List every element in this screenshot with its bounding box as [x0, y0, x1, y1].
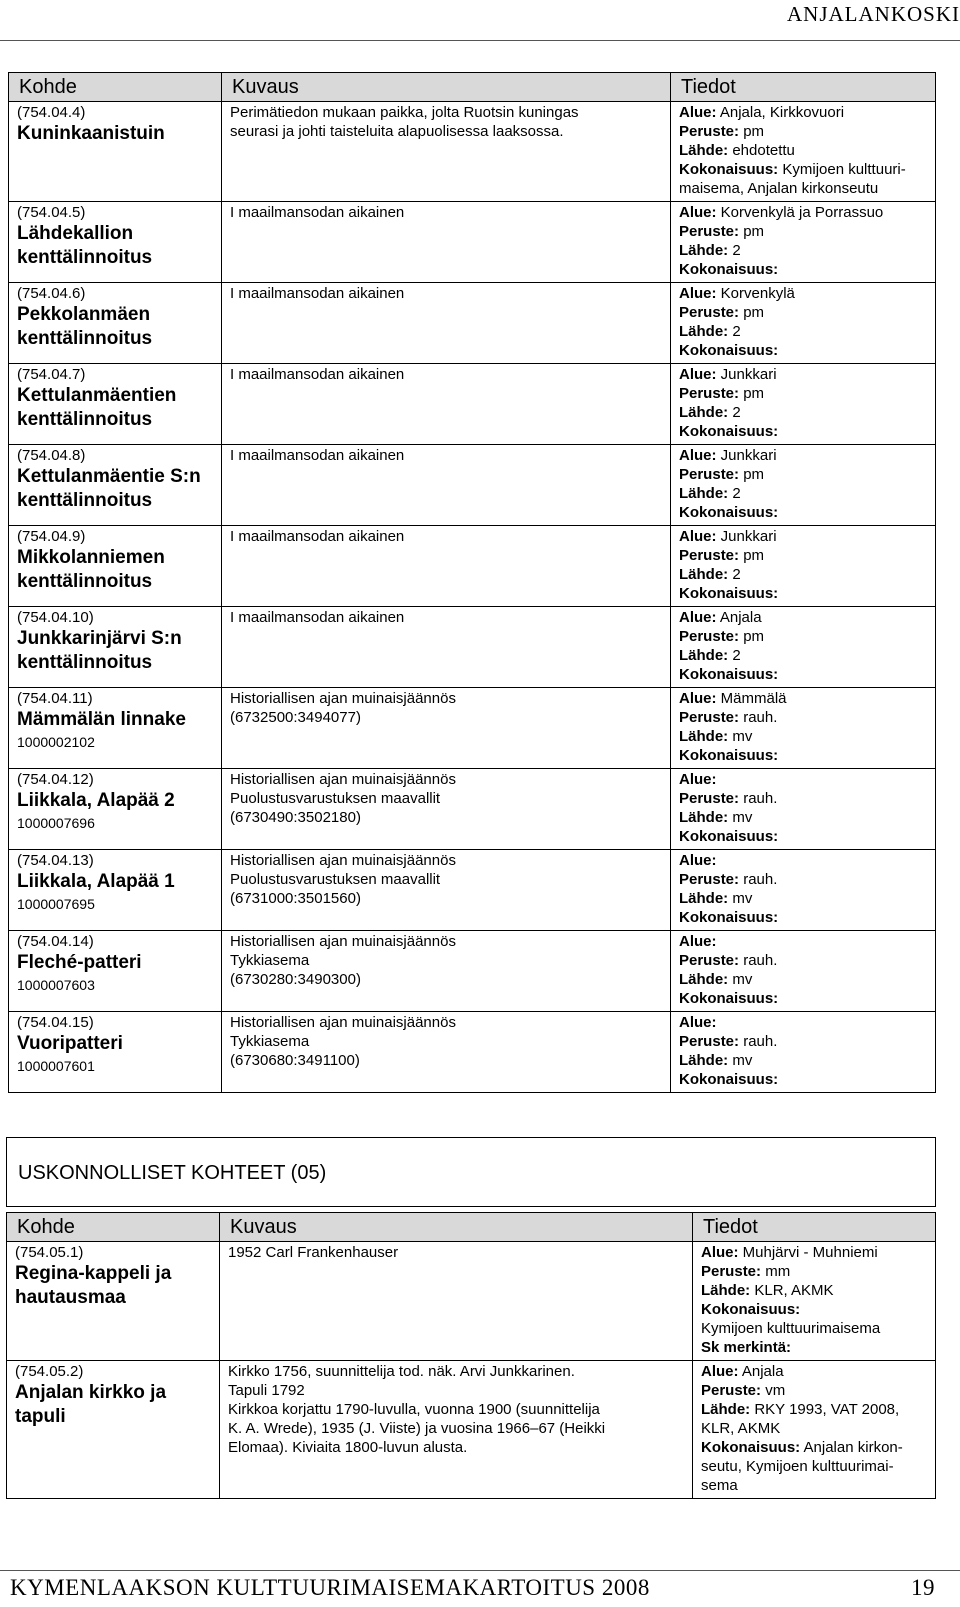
field-peruste [679, 122, 927, 141]
field-peruste-value: rauh. [743, 952, 778, 969]
field-alue-value: Korvenkylä ja Porrassuo [720, 204, 884, 221]
field-alue-label: Alue: [679, 528, 717, 545]
item-code: (754.04.13) [17, 852, 94, 869]
field-lahde-value: 2 [732, 647, 741, 664]
item-name: Liikkala, Alapää 1 [17, 871, 175, 892]
item-code: (754.04.6) [17, 285, 86, 302]
column-header-tiedot: Tiedot [671, 73, 936, 102]
field-peruste [679, 870, 927, 889]
description-line: (6730280:3490300) [230, 971, 361, 988]
table-religious-sites [6, 1212, 936, 1499]
table-header-row [9, 73, 936, 102]
field-lahde-value: mv [732, 728, 753, 745]
cell-kohde [9, 931, 222, 1012]
field-lahde-label: Lähde: [679, 242, 729, 259]
description-line: I maailmansodan aikainen [230, 285, 405, 302]
description-line: seurasi ja johti taisteluita alapuolisessa laaksossa. [230, 123, 564, 140]
field-alue [679, 932, 927, 951]
table-row [9, 850, 936, 931]
field-peruste [679, 384, 927, 403]
field-peruste [701, 1381, 927, 1400]
field-alue-value: Korvenkylä [720, 285, 795, 302]
cell-kohde [9, 607, 222, 688]
item-name: Kuninkaanistuin [17, 123, 165, 144]
item-code: (754.04.10) [17, 609, 94, 626]
field-lahde-label: Lähde: [679, 971, 729, 988]
description-line: Historiallisen ajan muinaisjäännös [230, 1014, 456, 1031]
field-lahde-label: Lähde: [679, 142, 729, 159]
field-peruste-label: Peruste: [679, 466, 740, 483]
field-kokonaisuus-label: Kokonaisuus: [679, 161, 779, 178]
field-lahde-label: Lähde: [701, 1401, 751, 1418]
field-kokonaisuus-label: Kokonaisuus: [679, 423, 779, 440]
field-alue-value: Anjala [719, 609, 762, 626]
field-peruste-value: pm [743, 304, 765, 321]
cell-kohde [9, 283, 222, 364]
table-body [7, 1242, 936, 1499]
cell-kuvaus [222, 526, 671, 607]
item-code: (754.05.1) [15, 1244, 84, 1261]
cell-tiedot [693, 1242, 936, 1361]
cell-kohde [7, 1361, 220, 1499]
field-lahde-label: Lähde: [679, 404, 729, 421]
cell-tiedot [671, 102, 936, 202]
field-lahde [679, 241, 927, 260]
cell-tiedot [671, 445, 936, 526]
cell-kohde [9, 1012, 222, 1093]
field-kokonaisuus-label: Kokonaisuus: [679, 990, 779, 1007]
description-line: Kirkkoa korjattu 1790-luvulla, vuonna 1900 (suunnittelija [228, 1401, 600, 1418]
cell-tiedot [671, 1012, 936, 1093]
column-header-kohde: Kohde [7, 1213, 220, 1242]
field-lahde-label: Lähde: [679, 647, 729, 664]
field-kokonaisuus [679, 665, 927, 684]
field-peruste-value: vm [765, 1382, 786, 1399]
field-kokonaisuus [679, 160, 927, 179]
field-lahde-value: mv [732, 971, 753, 988]
field-kokonaisuus-label: Kokonaisuus: [679, 342, 779, 359]
page-header-title: ANJALANKOSKI [787, 2, 960, 26]
cell-kohde [9, 202, 222, 283]
cell-kohde [9, 850, 222, 931]
item-code: (754.04.12) [17, 771, 94, 788]
field-peruste [679, 303, 927, 322]
field-lahde-value: 2 [732, 242, 741, 259]
column-header-kuvaus: Kuvaus [222, 73, 671, 102]
table-row [9, 364, 936, 445]
field-kokonaisuus-label: Kokonaisuus: [679, 828, 779, 845]
footer-title: KYMENLAAKSON KULTTUURIMAISEMAKARTOITUS 2008 [10, 1575, 650, 1600]
description-line: Perimätiedon mukaan paikka, jolta Ruotsin kuningas [230, 104, 579, 121]
field-peruste [679, 465, 927, 484]
field-peruste [679, 627, 927, 646]
field-kokonaisuus-value: Anjalan kirkon- [803, 1439, 903, 1456]
description-line: I maailmansodan aikainen [230, 528, 405, 545]
description-line: Historiallisen ajan muinaisjäännös [230, 852, 456, 869]
field-alue-value: Junkkari [720, 447, 777, 464]
description-line: Puolustusvarustuksen maavallit [230, 790, 441, 807]
item-code: (754.04.4) [17, 104, 86, 121]
description-line: Tykkiasema [230, 1033, 310, 1050]
field-alue [679, 103, 927, 122]
field-peruste-label: Peruste: [679, 1033, 740, 1050]
cell-tiedot [671, 688, 936, 769]
field-alue-label: Alue: [679, 104, 717, 121]
field-alue-value: Junkkari [720, 366, 777, 383]
field-lahde-label: Lähde: [679, 1052, 729, 1069]
field-lahde [679, 403, 927, 422]
field-alue-value: Mämmälä [720, 690, 787, 707]
field-alue [701, 1243, 927, 1262]
field-lahde [701, 1281, 927, 1300]
cell-tiedot [671, 931, 936, 1012]
field-lahde-value: 2 [732, 485, 741, 502]
field-alue-label: Alue: [679, 609, 717, 626]
cell-kuvaus [222, 931, 671, 1012]
field-lahde [679, 889, 927, 908]
field-peruste-value: mm [765, 1263, 791, 1280]
description-line: Historiallisen ajan muinaisjäännös [230, 933, 456, 950]
field-alue [679, 851, 927, 870]
field-kokonaisuus-label: Kokonaisuus: [679, 504, 779, 521]
field-alue-label: Alue: [679, 447, 717, 464]
field-lahde [679, 970, 927, 989]
field-peruste-label: Peruste: [679, 223, 740, 240]
table-row [9, 202, 936, 283]
field-alue-label: Alue: [679, 204, 717, 221]
cell-kohde [9, 445, 222, 526]
field-peruste [679, 1032, 927, 1051]
field-kokonaisuus [679, 503, 927, 522]
table-row [9, 1012, 936, 1093]
field-lahde-label: Lähde: [679, 323, 729, 340]
field-peruste-value: pm [743, 547, 765, 564]
column-header-kohde: Kohde [9, 73, 222, 102]
table-row [7, 1361, 936, 1499]
cell-tiedot [671, 283, 936, 364]
field-alue-label: Alue: [701, 1363, 739, 1380]
field-kokonaisuus-label: Kokonaisuus: [679, 261, 779, 278]
description-line: Elomaa). Kiviaita 1800-luvun alusta. [228, 1439, 468, 1456]
field-peruste [679, 546, 927, 565]
field-kokonaisuus [679, 584, 927, 603]
table-body [9, 102, 936, 1093]
cell-kuvaus [220, 1361, 693, 1499]
item-name: Fleché-patteri [17, 952, 142, 973]
field-lahde-value: KLR, AKMK [754, 1282, 834, 1299]
cell-kuvaus [222, 769, 671, 850]
field-sk-merkinta-label: Sk merkintä: [701, 1339, 792, 1356]
field-peruste-label: Peruste: [679, 709, 740, 726]
field-peruste-value: pm [743, 466, 765, 483]
field-lahde-label: Lähde: [679, 566, 729, 583]
footer-rule [0, 1570, 960, 1571]
field-peruste-value: rauh. [743, 1033, 778, 1050]
item-code: (754.04.5) [17, 204, 86, 221]
item-code: (754.04.11) [17, 690, 93, 707]
item-code: (754.04.14) [17, 933, 94, 950]
field-lahde-value: mv [732, 890, 753, 907]
item-name: Regina-kappeli ja hautausmaa [15, 1263, 172, 1308]
description-line: I maailmansodan aikainen [230, 447, 405, 464]
description-line: I maailmansodan aikainen [230, 366, 405, 383]
item-code: (754.04.8) [17, 447, 86, 464]
field-lahde-label: Lähde: [679, 728, 729, 745]
field-peruste [679, 708, 927, 727]
field-kokonaisuus [701, 1438, 927, 1457]
field-kokonaisuus-label: Kokonaisuus: [701, 1439, 801, 1456]
field-alue-label: Alue: [701, 1244, 739, 1261]
field-lahde [679, 484, 927, 503]
field-lahde-label: Lähde: [679, 890, 729, 907]
field-peruste-value: pm [743, 385, 765, 402]
column-header-kuvaus: Kuvaus [220, 1213, 693, 1242]
field-alue-label: Alue: [679, 852, 717, 869]
field-kokonaisuus [679, 827, 927, 846]
field-kokonaisuus-label: Kokonaisuus: [679, 585, 779, 602]
item-id: 1000002102 [17, 734, 95, 750]
field-lahde-value: 2 [732, 323, 741, 340]
field-lahde [679, 727, 927, 746]
item-name: Anjalan kirkko ja tapuli [15, 1382, 167, 1427]
table-row [9, 769, 936, 850]
item-name: Junkkarinjärvi S:n kenttälinnoitus [17, 628, 182, 673]
field-alue-label: Alue: [679, 690, 717, 707]
item-id: 1000007695 [17, 896, 95, 912]
description-line: Puolustusvarustuksen maavallit [230, 871, 441, 888]
field-kokonaisuus-cont: sema [701, 1477, 738, 1494]
table-row [9, 688, 936, 769]
field-alue [679, 689, 927, 708]
field-alue [679, 608, 927, 627]
field-kokonaisuus [679, 746, 927, 765]
field-lahde [679, 322, 927, 341]
page-footer [10, 1575, 935, 1601]
item-name: Mämmälän linnake [17, 709, 186, 730]
item-code: (754.05.2) [15, 1363, 84, 1380]
field-kokonaisuus-label: Kokonaisuus: [679, 1071, 779, 1088]
field-alue [679, 365, 927, 384]
field-kokonaisuus [679, 989, 927, 1008]
cell-kohde [9, 769, 222, 850]
cell-kuvaus [222, 607, 671, 688]
field-kokonaisuus-label: Kokonaisuus: [679, 666, 779, 683]
description-line: I maailmansodan aikainen [230, 609, 405, 626]
field-alue [679, 203, 927, 222]
field-alue-value: Muhjärvi - Muhniemi [742, 1244, 878, 1261]
section-title: USKONNOLLISET KOHTEET (05) [18, 1162, 327, 1184]
field-peruste-label: Peruste: [701, 1263, 762, 1280]
field-lahde [701, 1400, 927, 1419]
cell-kuvaus [222, 102, 671, 202]
field-alue-label: Alue: [679, 771, 717, 788]
cell-kohde [9, 102, 222, 202]
field-lahde-value: ehdotettu [732, 142, 795, 159]
field-alue-label: Alue: [679, 366, 717, 383]
cell-kuvaus [222, 445, 671, 526]
field-lahde-value: mv [732, 1052, 753, 1069]
description-line: Tykkiasema [230, 952, 310, 969]
description-line: I maailmansodan aikainen [230, 204, 405, 221]
item-code: (754.04.9) [17, 528, 86, 545]
field-lahde [679, 1051, 927, 1070]
field-kokonaisuus [679, 1070, 927, 1089]
field-lahde-label: Lähde: [679, 809, 729, 826]
field-lahde-label: Lähde: [701, 1282, 751, 1299]
page-number: 19 [911, 1575, 935, 1600]
field-peruste-label: Peruste: [679, 385, 740, 402]
field-alue [679, 1013, 927, 1032]
field-kokonaisuus [679, 341, 927, 360]
field-peruste-label: Peruste: [679, 547, 740, 564]
field-alue [679, 284, 927, 303]
field-peruste [701, 1262, 927, 1281]
cell-kuvaus [222, 202, 671, 283]
cell-tiedot [671, 202, 936, 283]
cell-kohde [9, 688, 222, 769]
description-line: (6730680:3491100) [230, 1052, 360, 1069]
field-kokonaisuus-cont: Kymijoen kulttuurimaisema [701, 1320, 881, 1337]
description-line: Historiallisen ajan muinaisjäännös [230, 690, 456, 707]
cell-tiedot [671, 769, 936, 850]
field-lahde-cont: KLR, AKMK [701, 1420, 781, 1437]
cell-tiedot [693, 1361, 936, 1499]
cell-kuvaus [222, 1012, 671, 1093]
item-name: Vuoripatteri [17, 1033, 123, 1054]
header-rule [0, 40, 960, 41]
field-lahde-value: RKY 1993, VAT 2008, [754, 1401, 900, 1418]
item-name: Kettulanmäentien kenttälinnoitus [17, 385, 177, 430]
field-peruste-label: Peruste: [701, 1382, 762, 1399]
cell-kohde [9, 526, 222, 607]
table-row [9, 931, 936, 1012]
cell-kuvaus [222, 364, 671, 445]
field-peruste-label: Peruste: [679, 952, 740, 969]
table-row [9, 607, 936, 688]
cell-tiedot [671, 607, 936, 688]
field-alue-value: Anjala, Kirkkovuori [719, 104, 845, 121]
field-peruste-value: rauh. [743, 790, 778, 807]
field-kokonaisuus-value: Kymijoen kulttuuri- [782, 161, 906, 178]
field-peruste-value: rauh. [743, 709, 778, 726]
table-row [9, 283, 936, 364]
section-title-box [6, 1137, 936, 1207]
cell-kohde [7, 1242, 220, 1361]
field-lahde-label: Lähde: [679, 485, 729, 502]
field-peruste-label: Peruste: [679, 304, 740, 321]
description-line: (6730490:3502180) [230, 809, 361, 826]
cell-kohde [9, 364, 222, 445]
cell-kuvaus [220, 1242, 693, 1361]
field-lahde-value: 2 [732, 404, 741, 421]
field-lahde [679, 565, 927, 584]
field-peruste [679, 222, 927, 241]
item-code: (754.04.7) [17, 366, 86, 383]
field-alue-value: Junkkari [720, 528, 777, 545]
field-peruste-label: Peruste: [679, 628, 740, 645]
table-row [9, 526, 936, 607]
table-monuments [8, 72, 936, 1093]
item-name: Kettulanmäentie S:n kenttälinnoitus [17, 466, 201, 511]
cell-tiedot [671, 526, 936, 607]
field-lahde [679, 646, 927, 665]
field-peruste-label: Peruste: [679, 123, 740, 140]
field-kokonaisuus [679, 422, 927, 441]
field-alue-label: Alue: [679, 1014, 717, 1031]
field-kokonaisuus-label: Kokonaisuus: [701, 1301, 801, 1318]
field-lahde [679, 808, 927, 827]
table-row [9, 445, 936, 526]
field-alue-label: Alue: [679, 285, 717, 302]
table-header-row [7, 1213, 936, 1242]
field-peruste-value: pm [743, 223, 765, 240]
field-kokonaisuus-cont: maisema, Anjalan kirkonseutu [679, 180, 879, 197]
field-lahde-value: mv [732, 809, 753, 826]
item-id: 1000007603 [17, 977, 95, 993]
item-name: Liikkala, Alapää 2 [17, 790, 175, 811]
field-peruste [679, 951, 927, 970]
cell-kuvaus [222, 850, 671, 931]
field-peruste-label: Peruste: [679, 871, 740, 888]
table-row [9, 102, 936, 202]
field-alue-value: Anjala [741, 1363, 784, 1380]
field-peruste [679, 789, 927, 808]
cell-kuvaus [222, 283, 671, 364]
field-kokonaisuus [679, 908, 927, 927]
field-alue [679, 527, 927, 546]
item-name: Pekkolanmäen kenttälinnoitus [17, 304, 153, 349]
item-name: Lähdekallion kenttälinnoitus [17, 223, 153, 268]
field-lahde [679, 141, 927, 160]
field-kokonaisuus-label: Kokonaisuus: [679, 747, 779, 764]
description-line: Tapuli 1792 [228, 1382, 305, 1399]
column-header-tiedot: Tiedot [693, 1213, 936, 1242]
description-line: Kirkko 1756, suunnittelija tod. näk. Arvi Junkkarinen. [228, 1363, 575, 1380]
field-peruste-value: pm [743, 123, 765, 140]
description-line: (6732500:3494077) [230, 709, 361, 726]
item-id: 1000007601 [17, 1058, 95, 1074]
field-peruste-value: pm [743, 628, 765, 645]
cell-tiedot [671, 850, 936, 931]
field-kokonaisuus [701, 1300, 927, 1319]
item-name: Mikkolanniemen kenttälinnoitus [17, 547, 165, 592]
field-peruste-value: rauh. [743, 871, 778, 888]
description-line: (6731000:3501560) [230, 890, 361, 907]
field-alue [701, 1362, 927, 1381]
field-sk-merkinta [701, 1338, 927, 1357]
cell-tiedot [671, 364, 936, 445]
field-kokonaisuus-label: Kokonaisuus: [679, 909, 779, 926]
field-peruste-label: Peruste: [679, 790, 740, 807]
item-code: (754.04.15) [17, 1014, 94, 1031]
field-alue [679, 770, 927, 789]
field-alue [679, 446, 927, 465]
item-id: 1000007696 [17, 815, 95, 831]
field-kokonaisuus [679, 260, 927, 279]
description-line: 1952 Carl Frankenhauser [228, 1244, 399, 1261]
description-line: Historiallisen ajan muinaisjäännös [230, 771, 456, 788]
cell-kuvaus [222, 688, 671, 769]
field-lahde-value: 2 [732, 566, 741, 583]
field-kokonaisuus-cont: seutu, Kymijoen kulttuurimai- [701, 1458, 894, 1475]
description-line: K. A. Wrede), 1935 (J. Viiste) ja vuosina 1966–67 (Heikki [228, 1420, 606, 1437]
table-row [7, 1242, 936, 1361]
field-alue-label: Alue: [679, 933, 717, 950]
